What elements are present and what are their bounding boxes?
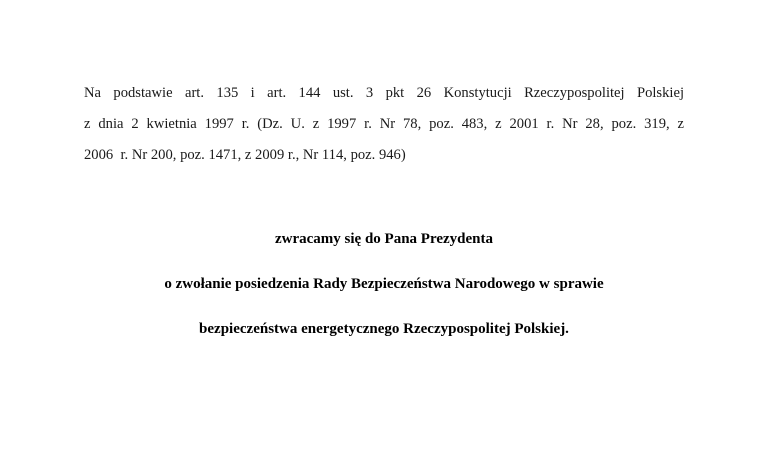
legal-basis-paragraph xyxy=(84,78,684,171)
request-line-1: zwracamy się do Pana Prezydenta xyxy=(274,231,493,247)
request-paragraph xyxy=(84,217,684,352)
request-line-3: bezpieczeństwa energetycznego Rzeczypospolitej Polskiej. xyxy=(199,321,569,337)
legal-basis-line-3: 2006 r. Nr 200, poz. 1471, z 2009 r., Nr 114, poz. 946) xyxy=(84,147,406,163)
legal-basis-line-1: Na podstawie art. 135 i art. 144 ust. 3 pkt 26 Konstytucji Rzeczypospolitej Polskiej xyxy=(84,85,684,101)
legal-basis-line-2: z dnia 2 kwietnia 1997 r. (Dz. U. z 1997 r. Nr 78, poz. 483, z 2001 r. Nr 28, poz. 319, z xyxy=(84,116,684,132)
section-spacer xyxy=(84,171,684,217)
request-line-2: o zwołanie posiedzenia Rady Bezpieczeństwa Narodowego w sprawie xyxy=(164,276,604,292)
